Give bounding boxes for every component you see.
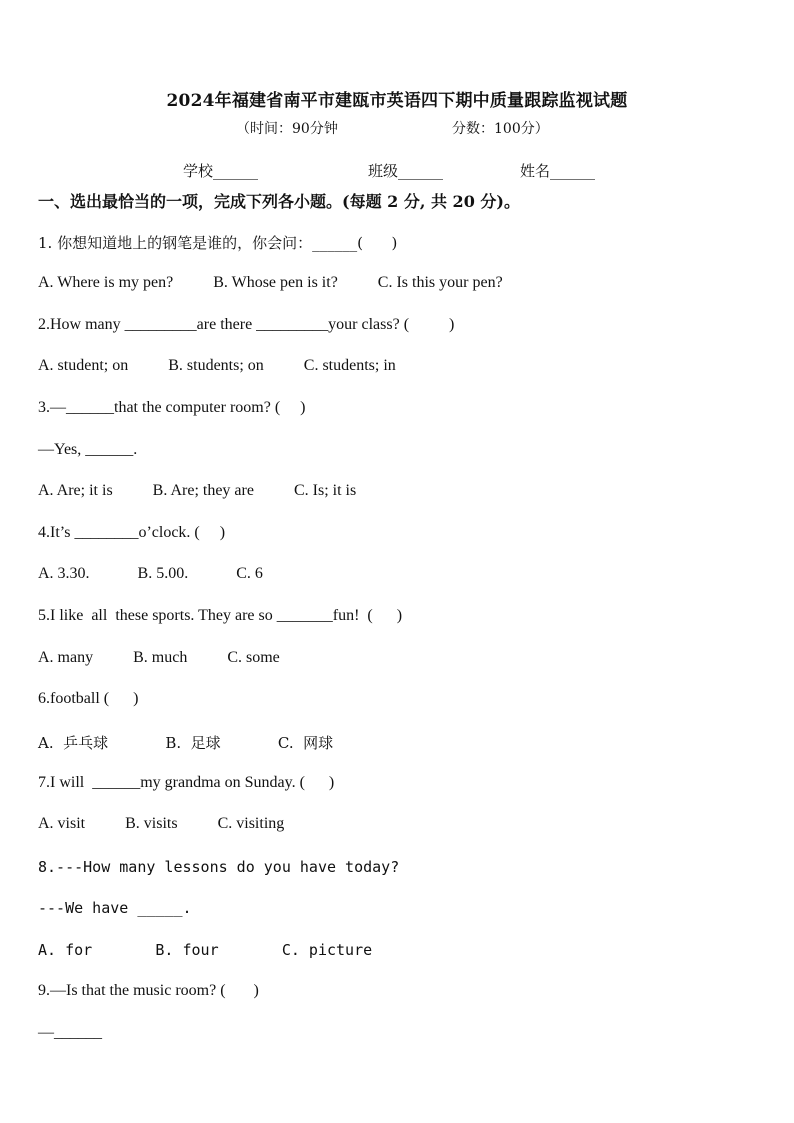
q1-options: A. Where is my pen? B. Whose pen is it? C. Is this your pen?: [38, 274, 503, 291]
q3-answer-line: —Yes, ______.: [38, 441, 138, 458]
q4-options: A. 3.30. B. 5.00. C. 6: [38, 565, 263, 582]
question-5: 5.I like all these sports. They are so _______fun! ( ): [38, 607, 403, 624]
question-9: 9.—Is that the music room? ( ): [38, 982, 259, 999]
q6-options: A. 乒乓球 B. 足球 C. 网球: [38, 734, 334, 752]
name-field: 姓名______: [520, 162, 596, 180]
section-heading: 一、选出最恰当的一项，完成下列各小题。(每题 2 分, 共 20 分)。: [38, 192, 520, 211]
q2-options: A. student; on B. students; on C. students; in: [38, 357, 396, 374]
question-8: 8.---How many lessons do you have today?: [38, 858, 400, 876]
question-3: 3.—______that the computer room? ( ): [38, 399, 306, 416]
school-field: 学校______: [183, 162, 259, 180]
question-1: 1. 你想知道地上的钢笔是谁的，你会问：______( ): [38, 234, 398, 252]
q7-options: A. visit B. visits C. visiting: [38, 815, 285, 832]
class-field: 班级______: [368, 162, 444, 180]
question-7: 7.I will ______my grandma on Sunday. ( ): [38, 774, 335, 791]
q5-options: A. many B. much C. some: [38, 649, 280, 666]
question-6: 6.football ( ): [38, 690, 139, 707]
q8-answer-line: ---We have _____.: [38, 899, 192, 917]
q9-answer-line: —______: [38, 1024, 102, 1041]
question-4: 4.It’s ________o’clock. ( ): [38, 524, 226, 541]
exam-score: 分数：100分）: [452, 121, 549, 137]
question-2: 2.How many _________are there _________your class? ( ): [38, 316, 455, 333]
q3-options: A. Are; it is B. Are; they are C. Is; it is: [38, 482, 357, 499]
exam-time: （时间：90分钟: [236, 121, 338, 137]
q8-options: A. for B. four C. picture: [38, 941, 373, 959]
document-title: 2024年福建省南平市建瓯市英语四下期中质量跟踪监视试题: [166, 91, 628, 111]
